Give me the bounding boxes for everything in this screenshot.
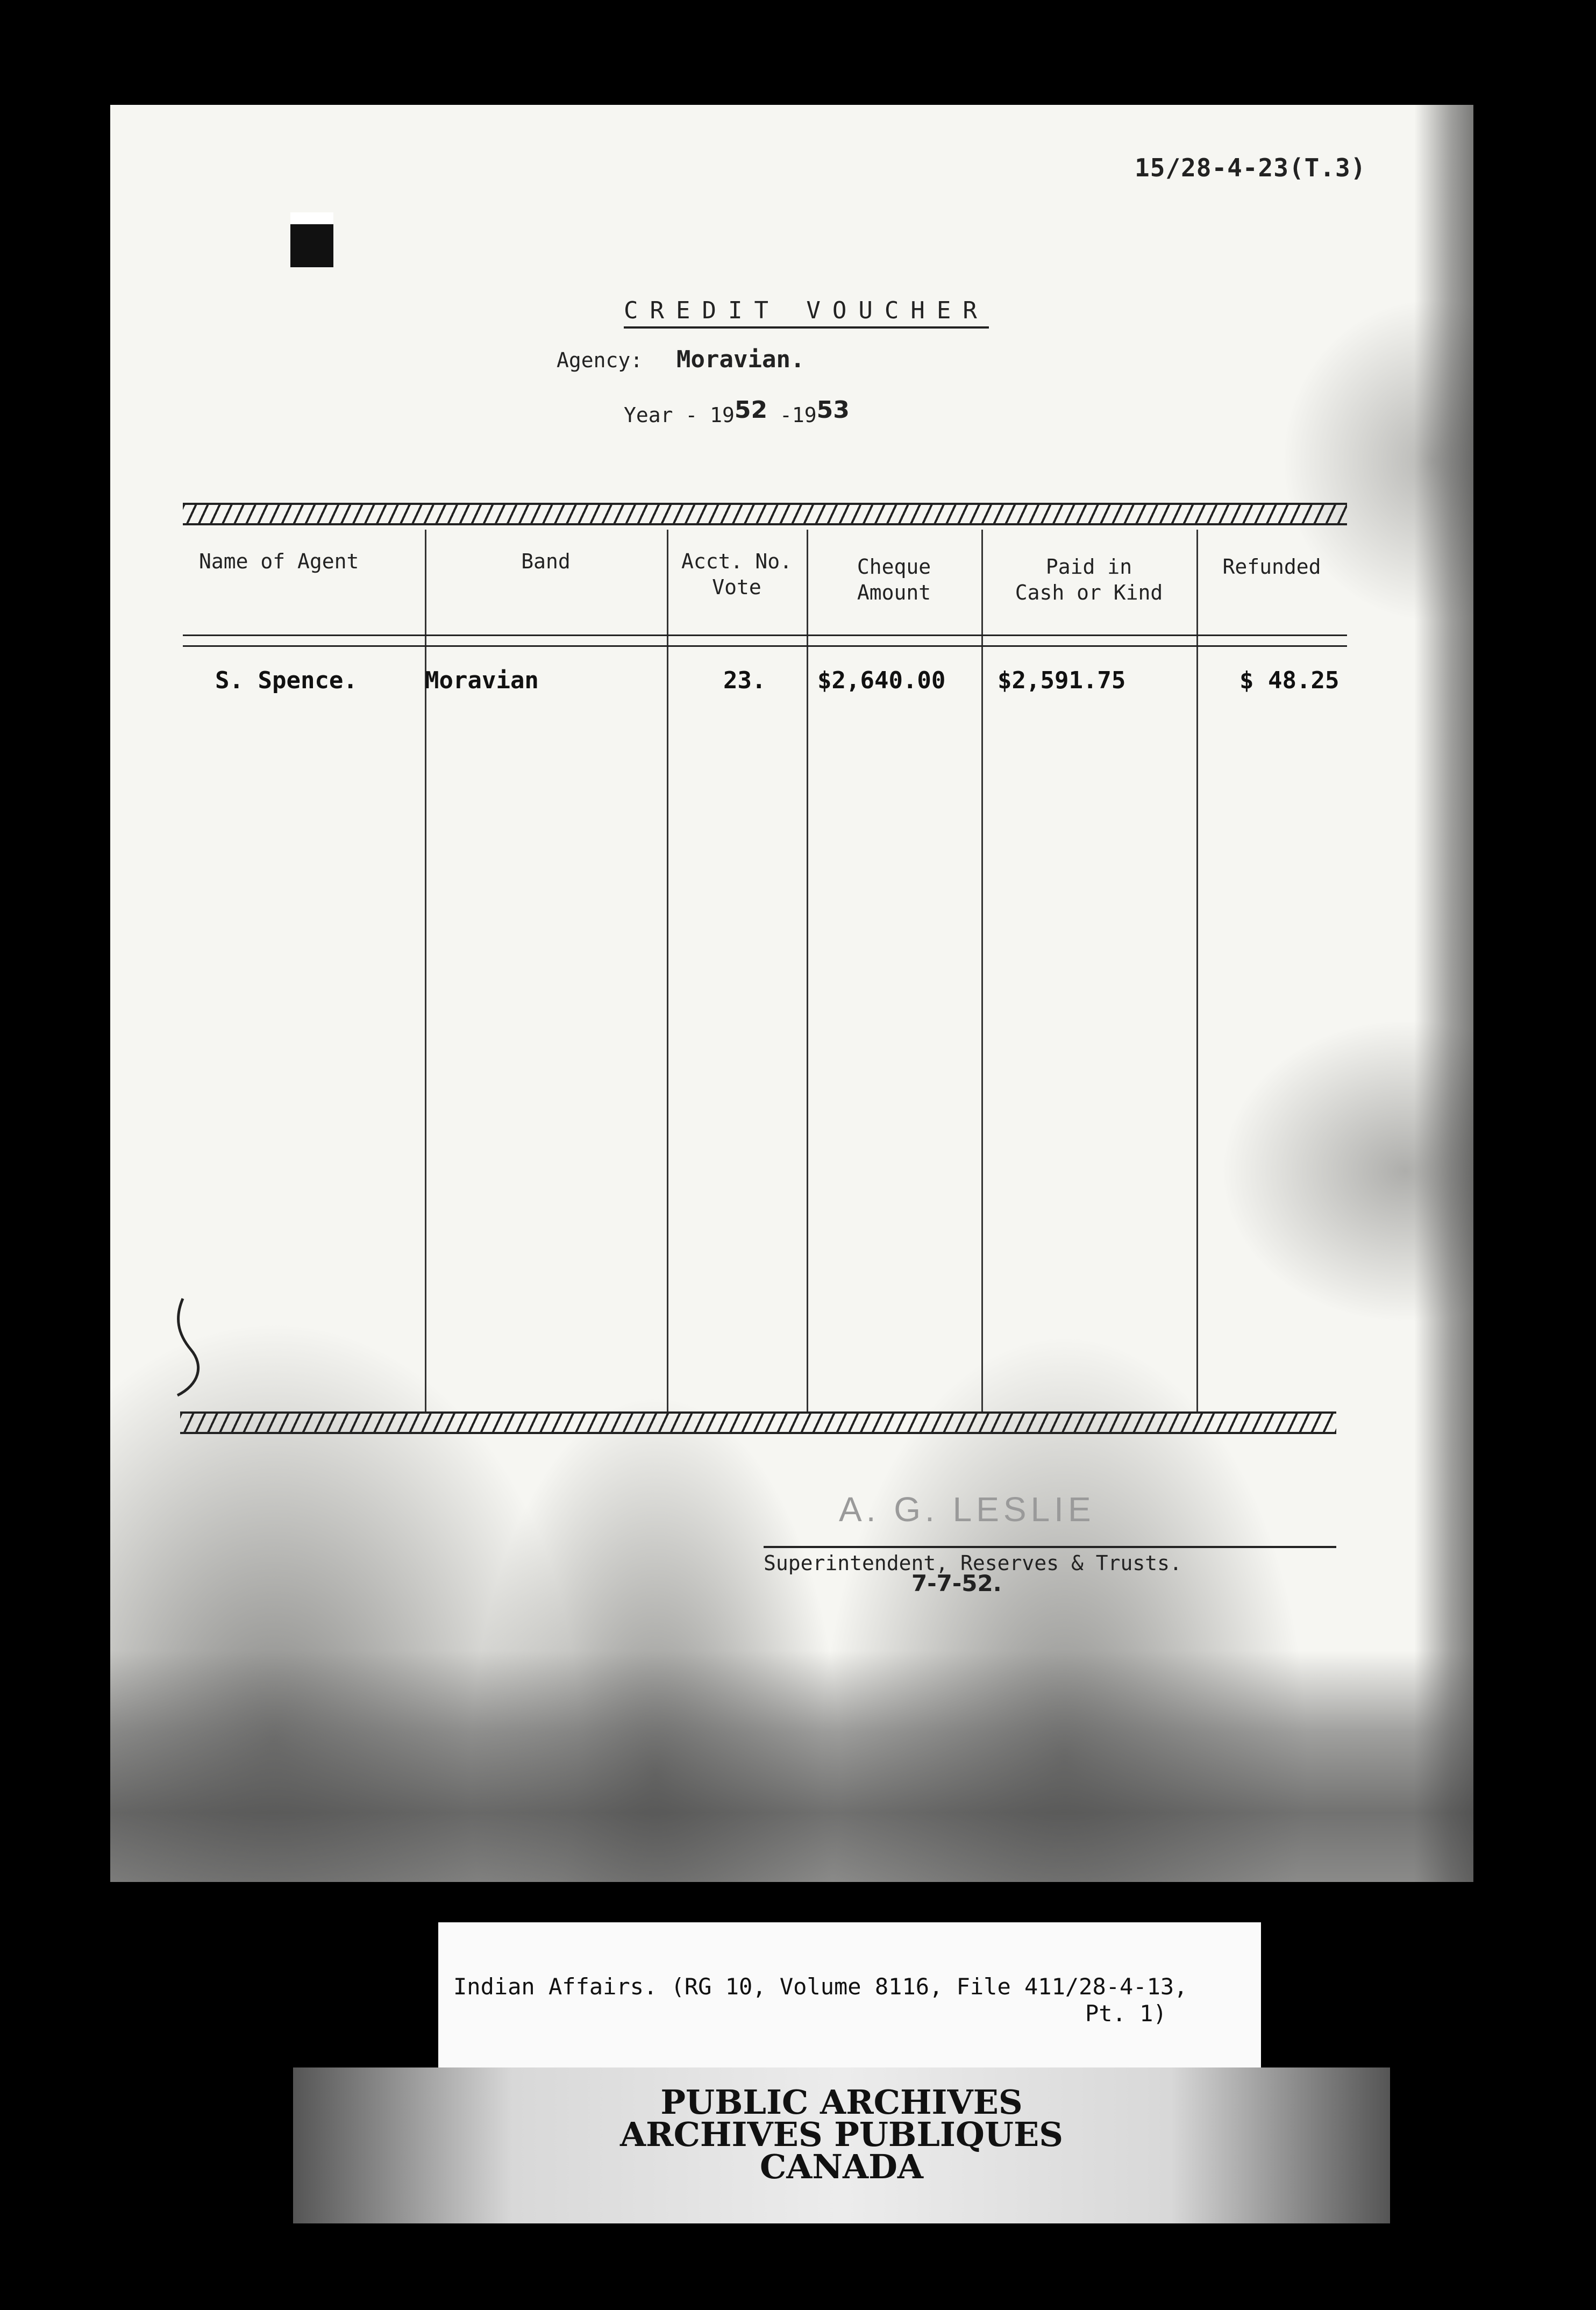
cell-acct-vote: 23. xyxy=(723,667,766,694)
table-bottom-border xyxy=(180,1411,1336,1434)
column-divider xyxy=(1196,530,1198,1411)
header-paid-cash-kind: Paid in Cash or Kind xyxy=(1015,555,1163,604)
column-divider xyxy=(425,530,426,1411)
bottom-stain xyxy=(110,1651,1473,1882)
header-refunded: Refunded xyxy=(1222,555,1321,579)
table-top-border xyxy=(183,503,1347,525)
header-name-of-agent: Name of Agent xyxy=(199,550,359,573)
punch-hole-mark xyxy=(290,212,333,267)
signature-stamp: A. G. LESLIE xyxy=(839,1490,1095,1529)
header-divider xyxy=(183,645,1347,647)
voucher-table xyxy=(183,530,1347,1411)
cell-refunded: $ 48.25 xyxy=(1239,667,1340,694)
archives-banner xyxy=(293,2067,1390,2223)
header-cheque-amount: Cheque Amount xyxy=(857,555,931,604)
header-divider xyxy=(183,634,1347,636)
archives-line-1: PUBLIC ARCHIVES xyxy=(660,2083,1023,2122)
signature-line xyxy=(764,1546,1336,1548)
edge-stain xyxy=(1414,105,1473,1882)
agency-label: Agency: xyxy=(557,348,643,372)
year-end: 53 xyxy=(816,396,850,424)
archives-line-3: CANADA xyxy=(759,2147,924,2186)
cell-cheque-amount: $2,640.00 xyxy=(817,667,946,694)
archive-citation-card xyxy=(438,1922,1261,2067)
column-divider xyxy=(667,530,668,1411)
citation-text xyxy=(453,1973,1187,2027)
agency-value: Moravian. xyxy=(676,346,805,373)
header-band: Band xyxy=(521,550,571,573)
signature-date: 7-7-52. xyxy=(911,1570,1002,1596)
header-acct-vote: Acct. No. Vote xyxy=(681,550,792,599)
year-prefix: Year - 19 xyxy=(624,403,735,427)
cell-agent: S. Spence. xyxy=(215,667,358,694)
archives-banner-text xyxy=(293,2083,1390,2186)
year-start: 52 xyxy=(734,396,768,424)
handwritten-mark-icon xyxy=(172,1296,210,1398)
column-divider xyxy=(981,530,983,1411)
voucher-title: CREDIT VOUCHER xyxy=(624,297,989,329)
year-row xyxy=(624,396,850,428)
citation-line-2: Pt. 1) xyxy=(1085,2000,1167,2027)
cell-band: Moravian xyxy=(425,667,539,694)
year-mid: -19 xyxy=(767,403,817,427)
file-reference: 15/28-4-23(T.3) xyxy=(1135,153,1366,182)
agency-row xyxy=(557,346,804,373)
archives-line-2: ARCHIVES PUBLIQUES xyxy=(619,2115,1064,2154)
cell-paid-cash-kind: $2,591.75 xyxy=(998,667,1126,694)
signature-title: Superintendent, Reserves & Trusts. xyxy=(764,1551,1182,1575)
citation-line-1: Indian Affairs. (RG 10, Volume 8116, File 411/28-4-13, xyxy=(453,1973,1188,2000)
column-divider xyxy=(807,530,808,1411)
